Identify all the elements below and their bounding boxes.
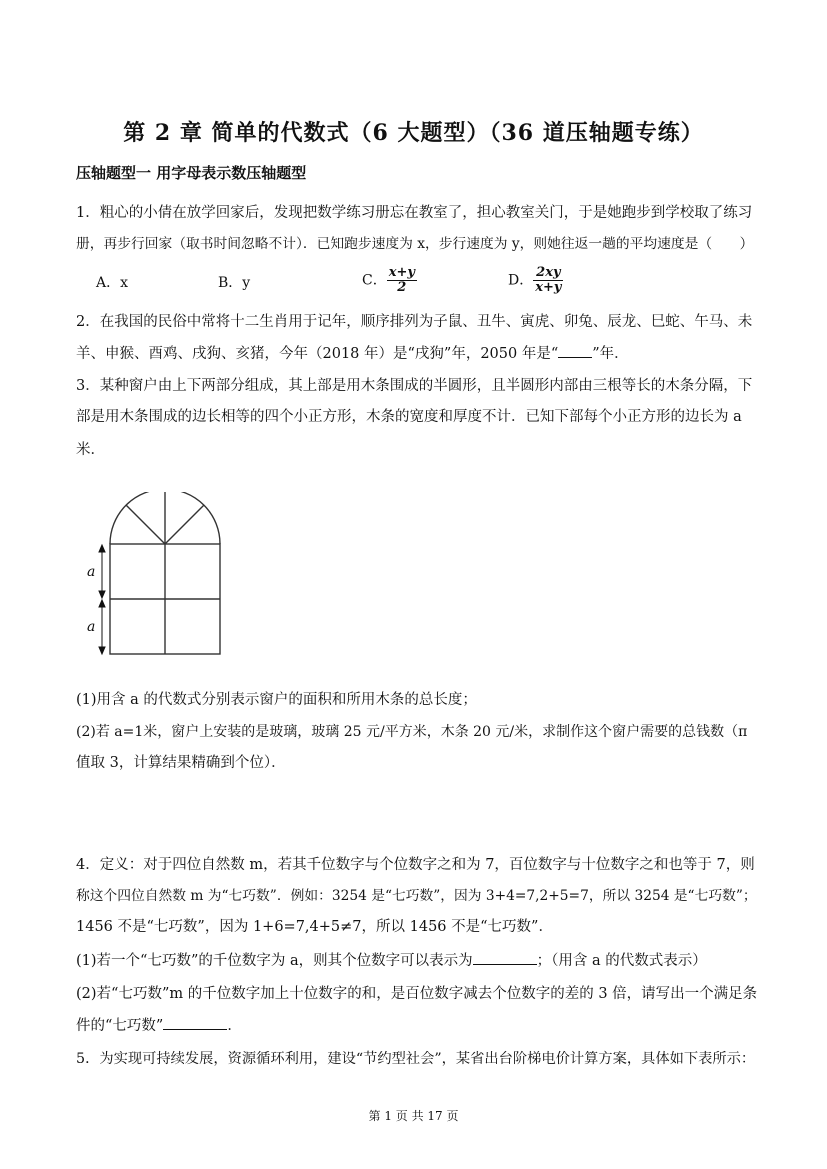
q4-line3: 1456 不是“七巧数”，因为 1+6=7,4+5≠7，所以 1456 不是“七巧数”． <box>76 919 553 935</box>
dimension-label-upper: a <box>87 564 96 580</box>
q3-line3: 米． <box>76 442 105 458</box>
q2-line2-start: 羊、申猴、酉鸡、戌狗、亥猪，今年（2018 年）是“戌狗”年，2050 年是“ <box>76 346 559 362</box>
q4-line2: 称这个四位自然数 m 为“七巧数”．例如：3254 是“七巧数”，因为 3+4=7,2+5=7，所以 3254 是“七巧数”； <box>76 888 757 904</box>
q5-line1: 5．为实现可持续发展，资源循环利用，建设“节约型社会”，某省出台阶梯电价计算方案，具体如下表所示： <box>76 1051 756 1067</box>
q3-part2-line1: (2)若 a=1米，窗户上安装的是玻璃，玻璃 25 元/平方米，木条 20 元/米，求制作这个窗户需要的总钱数（π <box>76 724 748 740</box>
q4-part1-start: (1)若一个“七巧数”的千位数字为 a，则其个位数字可以表示为 <box>76 953 473 969</box>
q2-line1: 2．在我国的民俗中常将十二生肖用于记年，顺序排列为子鼠、丑牛、寅虎、卯兔、辰龙、巳蛇、午马、未 <box>76 314 753 330</box>
q4-part2-line2 <box>76 1015 242 1036</box>
q4-part1-blank <box>473 950 537 965</box>
arrow-head-icon <box>99 647 105 654</box>
arch-spoke-left <box>126 505 165 544</box>
q1-option-d <box>508 266 563 295</box>
q1-option-d-denominator: x+y <box>535 280 562 295</box>
q1-line1: 1．粗心的小倩在放学回家后，发现把数学练习册忘在教室了，担心教室关门，于是她跑步到学校取了练习 <box>76 205 753 221</box>
q1-option-c-label: C． <box>362 272 387 289</box>
q4-part1-end: ；（用含 a 的代数式表示） <box>536 953 707 969</box>
q3-part2-line2: 值取 3，计算结果精确到个位）． <box>76 755 286 771</box>
q4-line1: 4．定义：对于四位自然数 m，若其千位数字与个位数字之和为 7，百位数字与十位数字之和也等于 7，则 <box>76 857 755 873</box>
q4-part2-line2-end: ． <box>227 1018 242 1034</box>
q1-option-d-label: D． <box>508 272 534 289</box>
q4-part2-line2-start: 件的“七巧数” <box>76 1018 164 1034</box>
q1-option-c-fraction <box>387 266 417 295</box>
q1-option-a: A．x <box>96 275 129 291</box>
q3-part1: (1)用含 a 的代数式分别表示窗户的面积和所用木条的总长度； <box>76 692 477 708</box>
arrow-head-icon <box>99 545 105 552</box>
q2-line2 <box>76 343 629 364</box>
q1-option-c-denominator: 2 <box>397 280 407 295</box>
q1-option-c-numerator: x+y <box>388 265 415 280</box>
q4-part1 <box>76 950 707 971</box>
q1-option-d-numerator: 2xy <box>533 266 563 281</box>
page-footer: 第 1 页 共 17 页 <box>368 1109 459 1123</box>
q4-part2-line1: (2)若“七巧数”m 的千位数字加上十位数字的和，是百位数字减去个位数字的差的 3 倍，请写出一个满足条 <box>76 986 758 1002</box>
q2-answer-blank <box>558 343 592 358</box>
q1-option-d-fraction <box>533 266 563 295</box>
window-figure <box>78 492 228 657</box>
q1-option-c <box>362 266 417 295</box>
q1-option-b: B．y <box>218 275 251 291</box>
q3-line1: 3．某种窗户由上下两部分组成，其上部是用木条围成的半圆形，且半圆形内部由三根等长的木条分隔，下 <box>76 378 753 394</box>
q3-line2: 部是用木条围成的边长相等的四个小正方形，木条的宽度和厚度不计．已知下部每个小正方形的边长为 a <box>76 409 742 425</box>
dimension-label-lower: a <box>87 619 96 635</box>
q1-line2: 册，再步行回家（取书时间忽略不计）．已知跑步速度为 x，步行速度为 y，则她往返一趟的平均速度是（ ） <box>76 236 754 252</box>
section-heading: 压轴题型一 用字母表示数压轴题型 <box>76 164 307 182</box>
q4-part2-blank <box>163 1015 227 1030</box>
arch-spoke-right <box>165 505 204 544</box>
arrow-head-icon <box>99 591 105 598</box>
page-title: 第 2 章 简单的代数式（6 大题型）（36 道压轴题专练） <box>123 120 704 146</box>
arrow-head-icon <box>99 600 105 607</box>
q2-line2-end: ”年． <box>592 346 629 362</box>
